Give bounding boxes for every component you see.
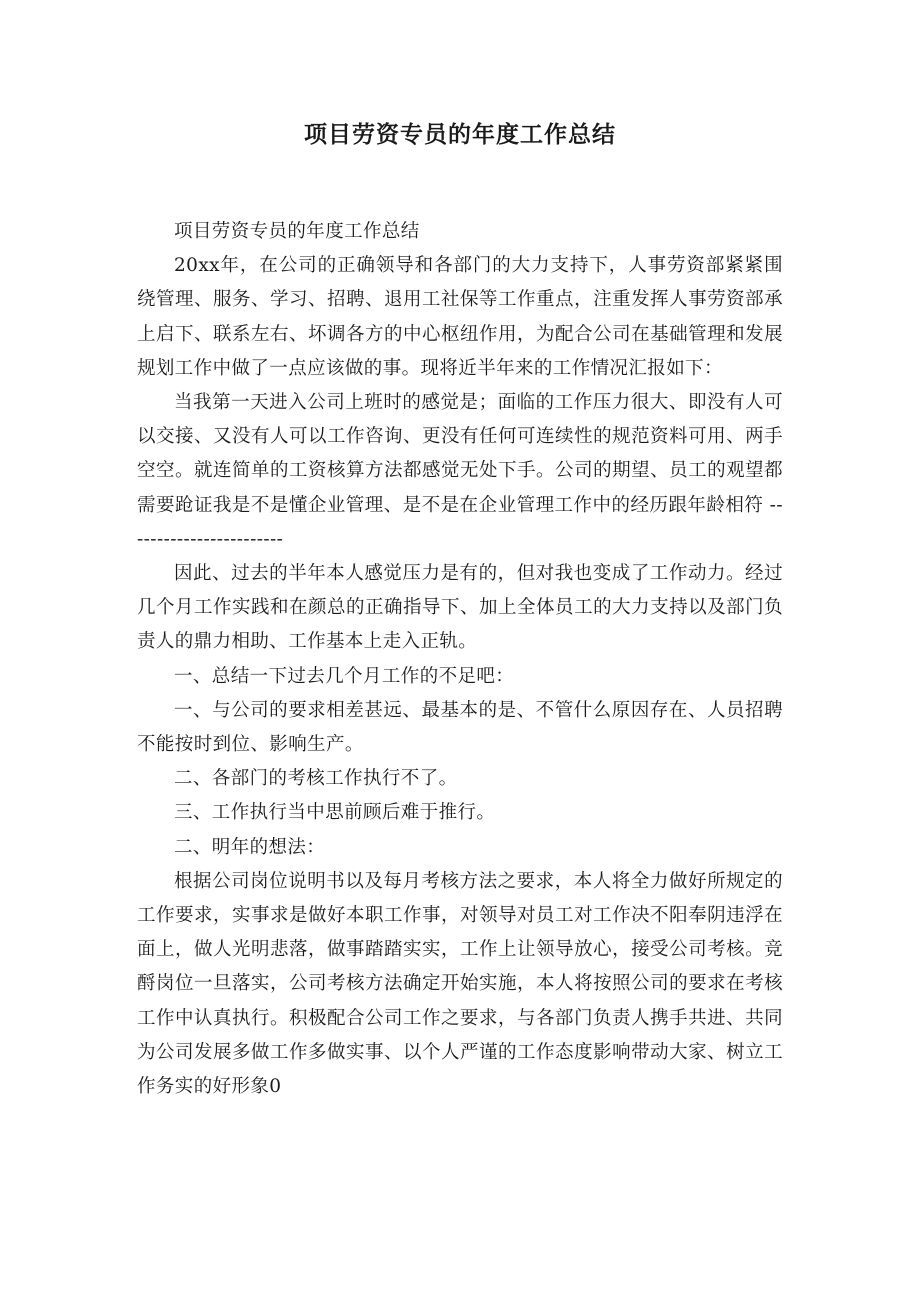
document-title: 项目劳资专员的年度工作总结 xyxy=(304,122,616,148)
first-day-paragraph: 当我第一天进入公司上班时的感觉是；面临的工作压力很大、即没有人可以交接、又没有人可以工作咨询、更没有任何可连续性的规范资料可用、两手空空。就连简单的工资核算方法都感觉无处下手。公司的期望、员工的观望都需要跄证我是不是懂企业管理、是不是在企业管理工作中的经历跟年龄相符 ------------------------ xyxy=(137,392,783,550)
next-year-heading: 二、明年的想法： xyxy=(174,836,326,858)
next-year-plan-paragraph: 根据公司岗位说明书以及每月考核方法之要求，本人将全力做好所规定的工作要求，实事求是做好本职工作事，对领导对员工对工作决不阳奉阴违浮在面上，做人光明悲落，做事踏踏实实，工作上让领导放心，接受公司考核。竞酹岗位一旦落实，公司考核方法确定开始实施，本人将按照公司的要求在考核工作中认真执行。积极配合公司工作之要求，与各部门负责人携手共进、共同为公司发展多做工作多做实事、以个人严谨的工作态度影响带动大家、树立工作务实的好形象0 xyxy=(137,870,783,1098)
shortcoming-item-3: 三、工作执行当中思前顾后难于推行。 xyxy=(174,802,496,824)
pressure-paragraph: 因此、过去的半年本人感觉压力是有的，但对我也变成了工作动力。经过几个月工作实践和在颜总的正确指导下、加上全体员工的大力支持以及部门负责人的鼎力相助、工作基本上走入正轨。 xyxy=(137,563,783,653)
shortcomings-heading: 一、总结一下过去几个月工作的不足吧： xyxy=(174,665,515,687)
document-body xyxy=(137,215,783,1104)
shortcoming-item-2: 二、各部门的考核工作执行不了。 xyxy=(174,768,458,790)
body-subtitle-paragraph: 项目劳资专员的年度工作总结 xyxy=(174,221,420,242)
intro-paragraph: 20xx年，在公司的正确领导和各部门的大力支持下，人事劳资部紧紧围绕管理、服务、学习、招聘、退用工社保等工作重点，注重发挥人事劳资部承上启下、联系左右、坏调各方的中心枢纽作用，为配合公司在基础管理和发展规划工作中做了一点应该做的事。现将近半年来的工作情况汇报如下： xyxy=(137,255,783,379)
shortcoming-item-1: 一、与公司的要求相差甚远、最基本的是、不管什么原因存在、人员招聘不能按时到位、影响生产。 xyxy=(137,699,783,756)
